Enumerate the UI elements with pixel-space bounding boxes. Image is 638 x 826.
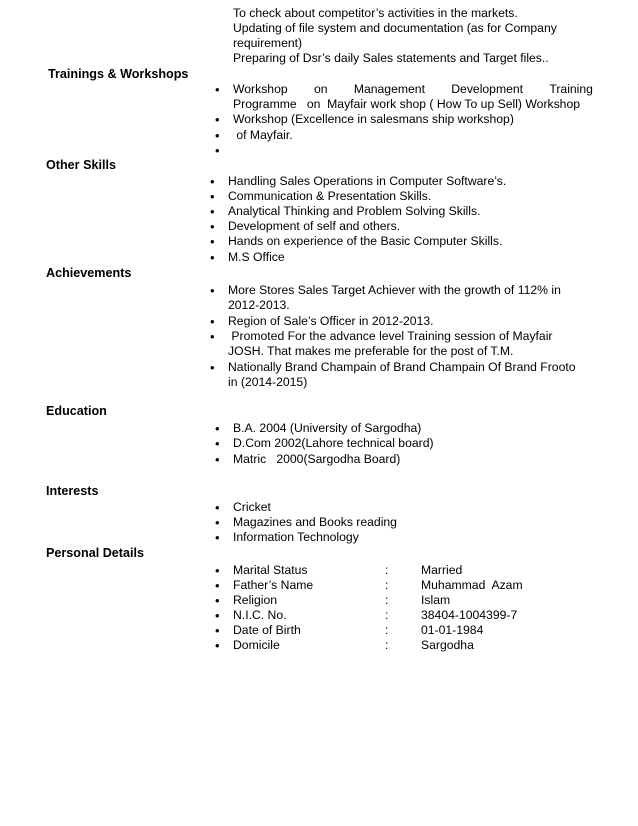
detail-separator: : (385, 593, 389, 607)
bullet-icon: • (215, 452, 220, 467)
training-item-3: of Mayfair. (233, 128, 293, 142)
bullet-icon: • (215, 578, 220, 593)
bullet-icon: • (215, 143, 220, 158)
skill-item: Analytical Thinking and Problem Solving Skills. (228, 204, 481, 218)
bullet-icon: • (215, 436, 220, 451)
skill-item: Handling Sales Operations in Computer Software’s. (228, 174, 507, 188)
detail-label: Date of Birth (233, 623, 301, 637)
bullet-icon: • (210, 204, 215, 219)
detail-value: Sargodha (421, 638, 474, 652)
skill-item: Development of self and others. (228, 219, 401, 233)
education-item: B.A. 2004 (University of Sargodha) (233, 421, 422, 435)
achievement-item-line: Region of Sale’s Officer in 2012-2013. (228, 314, 434, 328)
other-skills-heading: Other Skills (46, 158, 116, 172)
bullet-icon: • (215, 500, 220, 515)
detail-label: Marital Status (233, 563, 308, 577)
bullet-icon: • (215, 608, 220, 623)
achievement-item-line: Promoted For the advance level Training session of Mayfair (228, 329, 553, 343)
education-item: D.Com 2002(Lahore technical board) (233, 436, 434, 450)
bullet-icon: • (210, 174, 215, 189)
interest-item: Cricket (233, 500, 271, 514)
interest-item: Information Technology (233, 530, 359, 544)
intro-line-2: Updating of file system and documentation (as for Company (233, 21, 557, 35)
achievements-heading: Achievements (46, 266, 132, 280)
bullet-icon: • (215, 515, 220, 530)
bullet-icon: • (210, 234, 215, 249)
training-word: Management (353, 82, 425, 96)
bullet-icon: • (210, 189, 215, 204)
training-item-1-line-2: Programme on Mayfair work shop ( How To up Sell) Workshop (233, 97, 581, 111)
training-word: Development (451, 82, 524, 96)
detail-value: Married (421, 563, 463, 577)
intro-line-1: To check about competitor’s activities in the markets. (233, 6, 518, 20)
detail-label: Religion (233, 593, 278, 607)
personal-details-heading: Personal Details (46, 546, 144, 560)
bullet-icon: • (210, 314, 215, 329)
bullet-icon: • (210, 283, 215, 298)
detail-label: N.I.C. No. (233, 608, 287, 622)
achievement-item-line: More Stores Sales Target Achiever with the growth of 112% in (228, 283, 561, 297)
education-heading: Education (46, 404, 107, 418)
detail-value: Islam (421, 593, 451, 607)
detail-separator: : (385, 638, 389, 652)
intro-line-3: requirement) (233, 36, 303, 50)
bullet-icon: • (215, 638, 220, 653)
bullet-icon: • (215, 112, 220, 127)
detail-label: Father’s Name (233, 578, 314, 592)
detail-label: Domicile (233, 638, 280, 652)
bullet-icon: • (215, 530, 220, 545)
bullet-icon: • (210, 219, 215, 234)
bullet-icon: • (215, 421, 220, 436)
detail-value: Muhammad Azam (421, 578, 523, 592)
training-word: Training (549, 82, 593, 96)
bullet-icon: • (215, 563, 220, 578)
bullet-icon: • (215, 128, 220, 143)
achievement-item-line: 2012-2013. (228, 298, 290, 312)
detail-separator: : (385, 623, 389, 637)
bullet-icon: • (215, 593, 220, 608)
achievement-item-line: Nationally Brand Champain of Brand Champain Of Brand Frooto (228, 360, 576, 374)
intro-line-4: Preparing of Dsr’s daily Sales statements and Target files.. (233, 51, 549, 65)
interests-heading: Interests (46, 484, 99, 498)
achievement-item-line: JOSH. That makes me preferable for the post of T.M. (228, 344, 514, 358)
detail-separator: : (385, 578, 389, 592)
interest-item: Magazines and Books reading (233, 515, 397, 529)
detail-value: 01-01-1984 (421, 623, 484, 637)
detail-value: 38404-1004399-7 (421, 608, 518, 622)
training-item-1-line-1 (233, 82, 593, 97)
training-item-2: Workshop (Excellence in salesmans ship workshop) (233, 112, 514, 126)
bullet-icon: • (215, 82, 220, 97)
bullet-icon: • (210, 360, 215, 375)
skill-item: Communication & Presentation Skills. (228, 189, 432, 203)
detail-separator: : (385, 608, 389, 622)
skill-item: Hands on experience of the Basic Computer Skills. (228, 234, 503, 248)
skill-item: M.S Office (228, 250, 285, 264)
education-item: Matric 2000(Sargodha Board) (233, 452, 401, 466)
detail-separator: : (385, 563, 389, 577)
training-word: Workshop (233, 82, 288, 96)
bullet-icon: • (210, 329, 215, 344)
bullet-icon: • (210, 250, 215, 265)
achievement-item-line: in (2014-2015) (228, 375, 308, 389)
bullet-icon: • (215, 623, 220, 638)
trainings-heading: Trainings & Workshops (48, 67, 189, 81)
training-word: on (313, 82, 328, 96)
